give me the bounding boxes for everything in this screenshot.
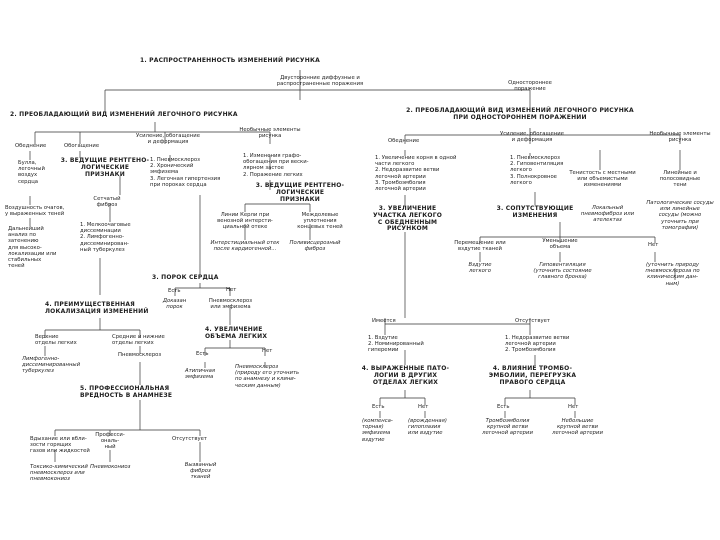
node-predominant-right: 2. ПРЕОБЛАДАЮЩИЙ ВИД ИЗМЕНЕНИЙ ЛЕГОЧНОГО РИСУНКА ПРИ ОДНОСТОРОННЕМ ПОРАЖЕНИИ — [406, 107, 634, 121]
label-linear: Линейные и полосовидные тени — [659, 170, 701, 189]
node-localization: 4. ПРЕИМУЩЕСТВЕННАЯ ЛОКАЛИЗАЦИЯ ИЗМЕНЕНИЙ — [45, 301, 149, 315]
label-toxic: Токсико-химический пневмосклероз или пневмокониоз — [30, 464, 88, 483]
node-heart-defect: 3. ПОРОК СЕРДЦА — [152, 274, 219, 281]
node-distribution: 1. РАСПРОСТРАНЕННОСТЬ ИЗМЕНЕНИЙ РИСУНКА — [140, 57, 320, 64]
label-polyvisceral: Поливисцерозный фиброз — [289, 240, 341, 253]
label-congenital: (врожденная) гипоплазия или вздутие — [408, 418, 447, 437]
label-volume-decrease: Уменьшение объема — [542, 238, 578, 251]
label-interlobar: Междолевые уплотнения концевых теней — [297, 212, 343, 231]
label-compensatory: (компенса- торная) эмфизема вздутие — [362, 418, 393, 443]
label-no-3: Нет — [418, 404, 429, 410]
label-bulla: Булла, легочный воздух сердца — [18, 160, 45, 185]
label-unusual-left: Необычные элементы рисунка — [239, 127, 301, 140]
label-hypoventilation: Гиповентиляция (уточнить состояние главного бронха) — [533, 262, 592, 281]
label-depletion-right: Обеднение — [388, 138, 420, 144]
node-signs-left: 3. ВЕДУЩИЕ РЕНТГЕНО- ЛОГИЧЕСКИЕ ПРИЗНАКИ — [60, 157, 150, 178]
node-other-sections: 4. ВЫРАЖЕННЫЕ ПАТО- ЛОГИИ В ДРУГИХ ОТДЕЛАХ ЛЕГКИХ — [361, 365, 450, 386]
label-enrichment-left: Обогащение — [64, 143, 100, 149]
node-predominant-left: 2. ПРЕОБЛАДАЮЩИЙ ВИД ИЗМЕНЕНИЙ ЛЕГОЧНОГО РИСУНКА — [10, 111, 238, 118]
list-right-strengthening: 1. Пневмосклероз 2. Гиповентиляция легкого 3. Полнокровное легкого — [510, 155, 564, 186]
label-unilateral: Одностороннее поражение — [508, 80, 552, 93]
label-upper-lobes: Верхние отделы легких — [35, 334, 77, 347]
label-mid-lower-lobes: Средние и нижние отделы легких — [112, 334, 165, 347]
list-small-focal: 1. Мелкоочаговые диссеминации 2. Лимфогенно- диссеминирован- ный туберкулез — [80, 222, 131, 253]
label-yes-1: Есть — [168, 288, 181, 294]
label-lung-swelling: Вздутие легкого — [468, 262, 492, 275]
list-present: 1. Вздутие 2. Номинированный гиперемии — [368, 335, 424, 354]
node-accompanying: 3. СОПУТСТВУЮЩИЕ ИЗМЕНЕНИЯ — [496, 205, 574, 219]
label-inhalation: Вдыхание или вбли- зости горящих газов или жидкостей — [30, 436, 90, 455]
label-bilateral: Двусторонние диффузные и распространенные поражения — [276, 75, 364, 88]
node-signs-left-2: 3. ВЕДУЩИЕ РЕНТГЕНО- ЛОГИЧЕСКИЕ ПРИЗНАКИ — [255, 182, 345, 203]
label-yes-2: Есть — [196, 351, 209, 357]
label-yes-3: Есть — [372, 404, 385, 410]
label-depletion-left: Обеднение — [15, 143, 47, 149]
node-occupational: 5. ПРОФЕССИОНАЛЬНАЯ ВРЕДНОСТЬ В АНАМНЕЗЕ — [80, 385, 173, 399]
label-further-analysis: Дальнейший анализ по затенению для высоко- локализации или стабильных теней — [8, 226, 57, 270]
label-large-branch: Тромбоэмболия крупной ветви легочной артерии — [482, 418, 533, 437]
label-yes-4: Есть — [497, 404, 510, 410]
label-pneumosclerosis-2: Пневмосклероз — [118, 352, 162, 358]
label-interstitial-edema: Интерстициальный отек после кардиогенной... — [210, 240, 280, 253]
label-no-2: Нет — [262, 348, 273, 354]
label-professional: Професси- ональ- ный — [95, 432, 125, 451]
label-strengthening-left: Усиление, обогащение и деформация — [136, 133, 200, 146]
label-unusual-right: Необычные элементы рисунка — [649, 131, 711, 144]
label-proven-defect: Доказан порок — [162, 298, 187, 311]
label-kerley: Линии Керли при венозной интерсти- циальной отеке — [217, 212, 273, 231]
node-thromboembolism: 4. ВЛИЯНИЕ ТРОМБО- ЭМБОЛИИ, ПЕРЕГРУЗКА ПРАВОГО СЕРДЦА — [488, 365, 577, 386]
label-strengthening-right: Усиление, обогащение и деформация — [500, 131, 564, 144]
label-pneumosclerosis-3: Пневмосклероз (природу его уточнить по анамнезу и клини- ческим данным) — [235, 364, 300, 389]
label-local-fibrosis: Локальный пневмофиброз или ателектаз — [580, 205, 635, 224]
label-reticular-fibrosis: Сетчатый фиброз — [93, 196, 121, 209]
list-right-depletion: 1. Увеличение корня в одной части легкого 2. Недоразвитие ветви легочной артерии 3. Тромбоэмболия легочной артерии — [375, 155, 457, 193]
label-no-1: Нет — [226, 287, 237, 293]
label-present: Имеется — [372, 318, 396, 324]
label-clarify-nature: (уточнить природу пневмосклероза по клиническим дан- ным) — [645, 262, 700, 287]
label-absent-right: Отсутствует — [515, 318, 550, 324]
label-pneumoconiosis: Пневмокониоз — [90, 464, 131, 470]
label-pathological-vessels: Патологические сосуды или линейные сосуды (можно уточнить при томографии) — [646, 200, 714, 231]
list-changes: 1. Изменения графо- обогащения при вески- лярном застое 2. Поражение легких — [243, 153, 309, 178]
label-pneumosclerosis-emphysema: Пневмосклероз или эмфизема — [208, 298, 253, 311]
label-airiness: Воздушность очагов, у выраженных теней — [5, 205, 65, 218]
label-no-4: Нет — [568, 404, 579, 410]
label-atypical-emphysema: Атипичная эмфизема — [185, 368, 216, 381]
label-induced-fibrosis: Вызванный фиброз тканей — [184, 462, 217, 481]
label-no-right: Нет — [648, 242, 659, 248]
list-absent: 1. Недоразвитие ветви легочной артерии 2. Тромбоэмболия — [505, 335, 570, 354]
list-pneumosclerosis: 1. Пневмосклероз 2. Хронический эмфизема 3. Легочная гипертензия при пороках сердца — [150, 157, 221, 188]
label-lymphogenous: Лимфогенно- диссеминированный туберкулез — [22, 356, 81, 375]
label-displacement: Перемещение или вздутие тканей — [454, 240, 506, 253]
node-enlarged-area: 3. УВЕЛИЧЕНИЕ УЧАСТКА ЛЕГКОГО С ОБЕДНЕННЫМ РИСУНКОМ — [372, 205, 443, 233]
label-small-branch: Небольшие крупной ветви легочной артерии — [552, 418, 603, 437]
label-shadows: Тенистость с местными или объемистыми изменениями — [569, 170, 636, 189]
label-absent-1: Отсутствует — [172, 436, 207, 442]
node-lung-volume: 4. УВЕЛИЧЕНИЕ ОБЪЕМА ЛЕГКИХ — [205, 326, 268, 340]
